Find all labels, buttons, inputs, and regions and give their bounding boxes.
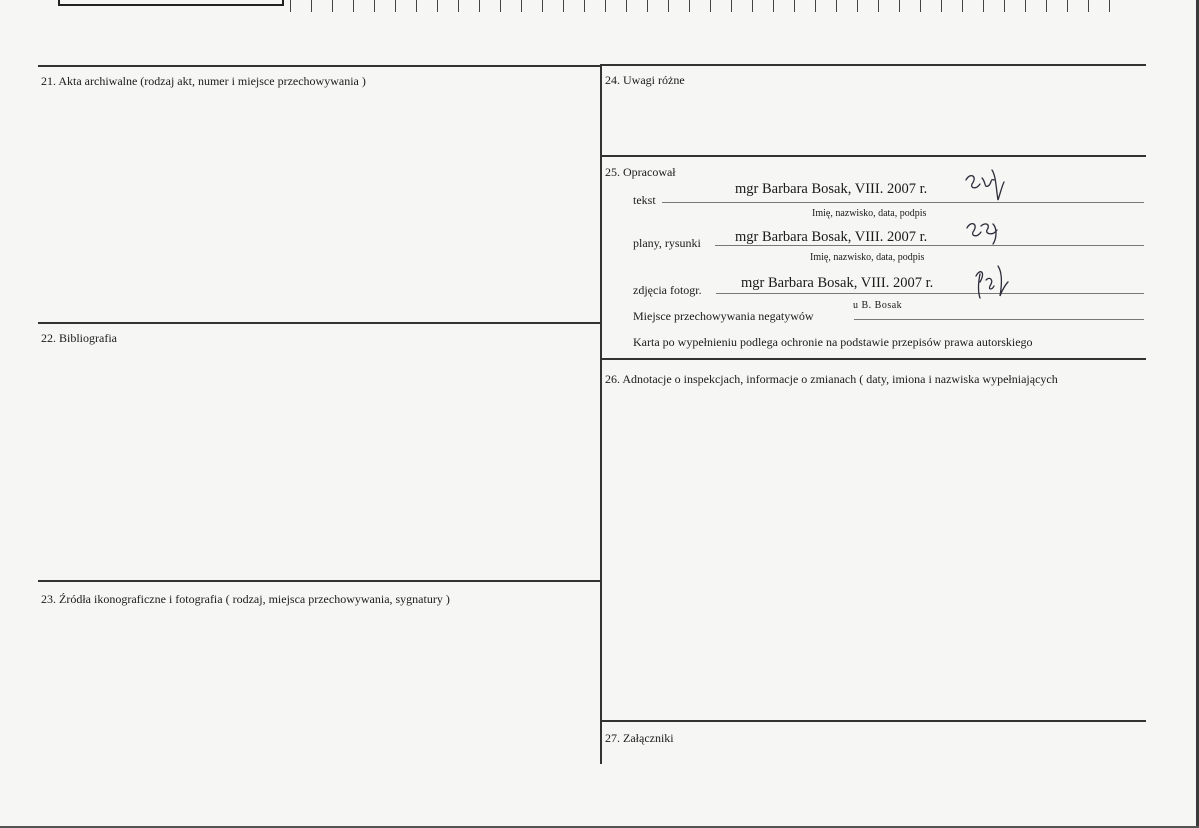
negatywy-fill-line [854, 319, 1144, 320]
section-25-prepared-by: 25. Opracował [605, 165, 676, 179]
divider-21-22 [38, 322, 602, 324]
section-26-inspection-notes: 26. Adnotacje o inspekcjach, informacje o zmianach ( daty, imiona i nazwiska wypełniających [605, 372, 1058, 386]
zdjecia-label: zdjęcia fotogr. [633, 283, 702, 297]
negatywy-value: u B. Bosak [853, 300, 903, 311]
tick-mark [815, 0, 816, 12]
tick-mark [332, 0, 333, 12]
plany-signature [963, 218, 1003, 248]
zdjecia-fill-line [716, 293, 1144, 294]
tick-mark [731, 0, 732, 12]
tick-mark [794, 0, 795, 12]
tick-mark [836, 0, 837, 12]
section-24-remarks: 24. Uwagi różne [605, 73, 685, 87]
tick-mark [899, 0, 900, 12]
plany-caption: Imię, nazwisko, data, podpis [810, 252, 925, 263]
tick-mark [857, 0, 858, 12]
plany-label: plany, rysunki [633, 236, 701, 250]
tick-mark [1109, 0, 1110, 12]
tick-mark [689, 0, 690, 12]
top-tick-marks [290, 0, 1150, 14]
tick-mark [437, 0, 438, 12]
tick-mark [584, 0, 585, 12]
tick-mark [668, 0, 669, 12]
tekst-value: mgr Barbara Bosak, VIII. 2007 r. [735, 181, 928, 197]
tick-mark [1088, 0, 1089, 12]
divider-top-left [38, 65, 602, 67]
tick-mark [395, 0, 396, 12]
tick-mark [290, 0, 291, 12]
tick-mark [416, 0, 417, 12]
divider-vertical [600, 64, 602, 764]
tick-mark [458, 0, 459, 12]
tick-mark [626, 0, 627, 12]
divider-top-right [600, 64, 1146, 66]
divider-22-23 [38, 580, 602, 582]
tekst-label: tekst [633, 193, 656, 207]
section-23-iconographic-sources: 23. Źródła ikonograficzne i fotografia ( rodzaj, miejsca przechowywania, sygnatury ) [41, 592, 450, 606]
tick-mark [647, 0, 648, 12]
tekst-signature [962, 166, 1006, 204]
tick-mark [752, 0, 753, 12]
tick-mark [941, 0, 942, 12]
tick-mark [773, 0, 774, 12]
tick-mark [353, 0, 354, 12]
divider-25-26 [600, 358, 1146, 360]
plany-value: mgr Barbara Bosak, VIII. 2007 r. [735, 229, 928, 245]
section-22-bibliography: 22. Bibliografia [41, 331, 117, 345]
tick-mark [878, 0, 879, 12]
tick-mark [563, 0, 564, 12]
tick-mark [479, 0, 480, 12]
tick-mark [983, 0, 984, 12]
tick-mark [542, 0, 543, 12]
negatywy-label: Miejsce przechowywania negatywów [633, 309, 814, 323]
tick-mark [962, 0, 963, 12]
tick-mark [1025, 0, 1026, 12]
tick-mark [920, 0, 921, 12]
divider-24-25 [600, 155, 1146, 157]
copyright-notice: Karta po wypełnieniu podlega ochronie na podstawie przepisów prawa autorskiego [633, 335, 1033, 349]
section-21-archival-records: 21. Akta archiwalne (rodzaj akt, numer i miejsce przechowywania ) [41, 74, 366, 88]
tick-mark [1046, 0, 1047, 12]
tick-mark [1004, 0, 1005, 12]
tick-mark [605, 0, 606, 12]
divider-26-27 [600, 720, 1146, 722]
tick-mark [521, 0, 522, 12]
tick-mark [710, 0, 711, 12]
top-header-box [58, 0, 284, 6]
zdjecia-signature [970, 262, 1010, 302]
tekst-fill-line [662, 202, 1144, 203]
section-27-attachments: 27. Załączniki [605, 731, 674, 745]
tick-mark [1067, 0, 1068, 12]
zdjecia-value: mgr Barbara Bosak, VIII. 2007 r. [741, 275, 934, 291]
tekst-caption: Imię, nazwisko, data, podpis [812, 208, 927, 219]
tick-mark [311, 0, 312, 12]
tick-mark [500, 0, 501, 12]
tick-mark [374, 0, 375, 12]
